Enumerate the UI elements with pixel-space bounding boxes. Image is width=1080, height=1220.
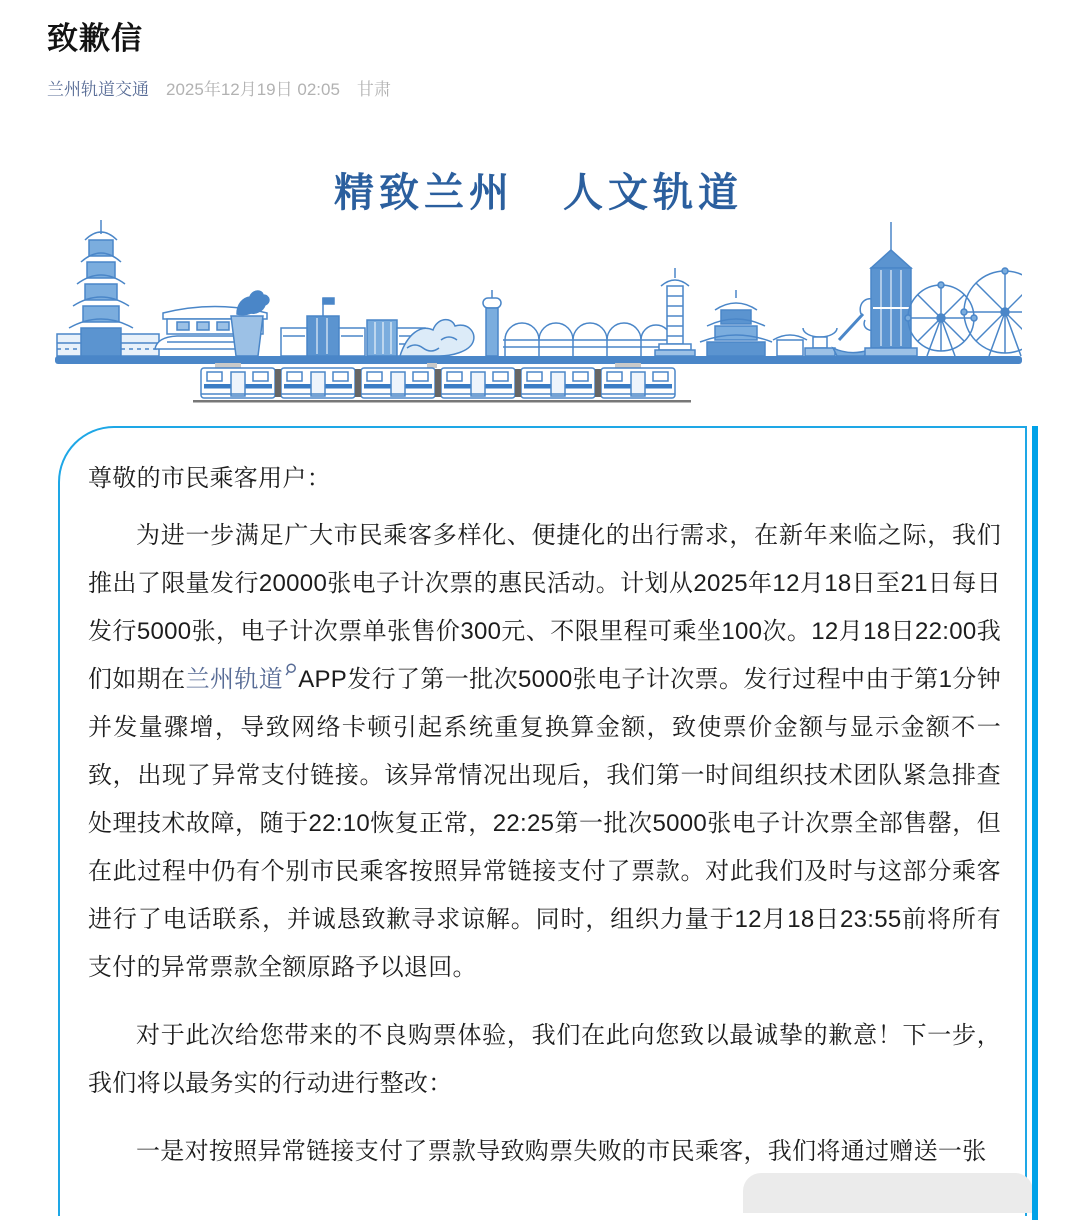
bridge-arches-icon (503, 323, 673, 356)
lanzhou-rail-app-link[interactable] (186, 666, 299, 693)
letter-paragraph-1 (88, 512, 1001, 992)
paragraph-text: 为进一步满足广大市民乘客多样化、便捷化的出行需求，在新年来临之际，我们推出了限量发行20000张电子计次票的惠民活动。计划从2025年12月18日至21日每日发行5000张，电子计次票单张售价300元、不限里程可乘坐100次。12月18日22:00我们如期在 (88, 522, 1001, 694)
banner-title-right: 人文轨道 (563, 170, 743, 216)
white-pagoda-icon (655, 268, 695, 356)
ground-bar (55, 356, 1022, 364)
publish-datetime: 2025年12月19日 02:05 (166, 80, 340, 100)
next-image-peek (743, 1173, 1033, 1213)
mother-river-sculpture-icon (400, 320, 474, 356)
metro-train-icon (193, 363, 691, 403)
letter-card (58, 426, 1027, 1216)
banner-title (55, 170, 1022, 216)
publish-region: 甘肃 (356, 80, 391, 100)
account-link[interactable]: 兰州轨道交通 (47, 80, 149, 100)
link-text: 兰州轨道 (185, 666, 284, 694)
paragraph-text: APP发行了第一批次5000张电子计次票。发行过程中由于第1分钟并发量骤增，导致网络卡顿引起系统重复换算金额，致使票价金额与显示金额不一致，出现了异常支付链接。该异常情况出现后，我们第一时间组织技术团队紧急排查处理技术故障，随于22:10恢复正常，22:25第一批次5000张电子计次票全部售罄，但在此过程中仍有个别市民乘客按照异常链接支付了票款。对此我们及时与这部分乘客进行了电话联系，并诚恳致歉寻求谅解。同时，组织力量于12月18日23:55前将所有支付的异常票款全额原路予以退回。 (88, 666, 1002, 982)
letter-paragraph-3: 一是对按照异常链接支付了票款导致购票失败的市民乘客，我们将通过赠送一张 (136, 1138, 987, 1166)
monument-tower-icon (483, 290, 501, 356)
page-title: 致歉信 (47, 21, 143, 56)
city-skyline-illustration (55, 216, 1022, 406)
pavilion-icon (773, 335, 807, 356)
temple-icon (700, 290, 772, 356)
search-icon (284, 663, 297, 677)
bowl-sculpture-icon (803, 328, 837, 356)
letter-paragraph-2: 对于此次给您带来的不良购票体验，我们在此向您致以最诚挚的歉意！下一步，我们将以最务实的行动进行整改： (88, 1022, 1001, 1098)
banner-title-left: 精致兰州 (334, 170, 514, 216)
byline (47, 78, 1035, 102)
letter-salutation: 尊敬的市民乘客用户： (88, 465, 331, 493)
government-building-icon (281, 298, 365, 356)
ferris-wheel-icon (905, 268, 1022, 356)
banner-illustration (55, 170, 1022, 406)
skyscraper-icon (865, 222, 917, 356)
